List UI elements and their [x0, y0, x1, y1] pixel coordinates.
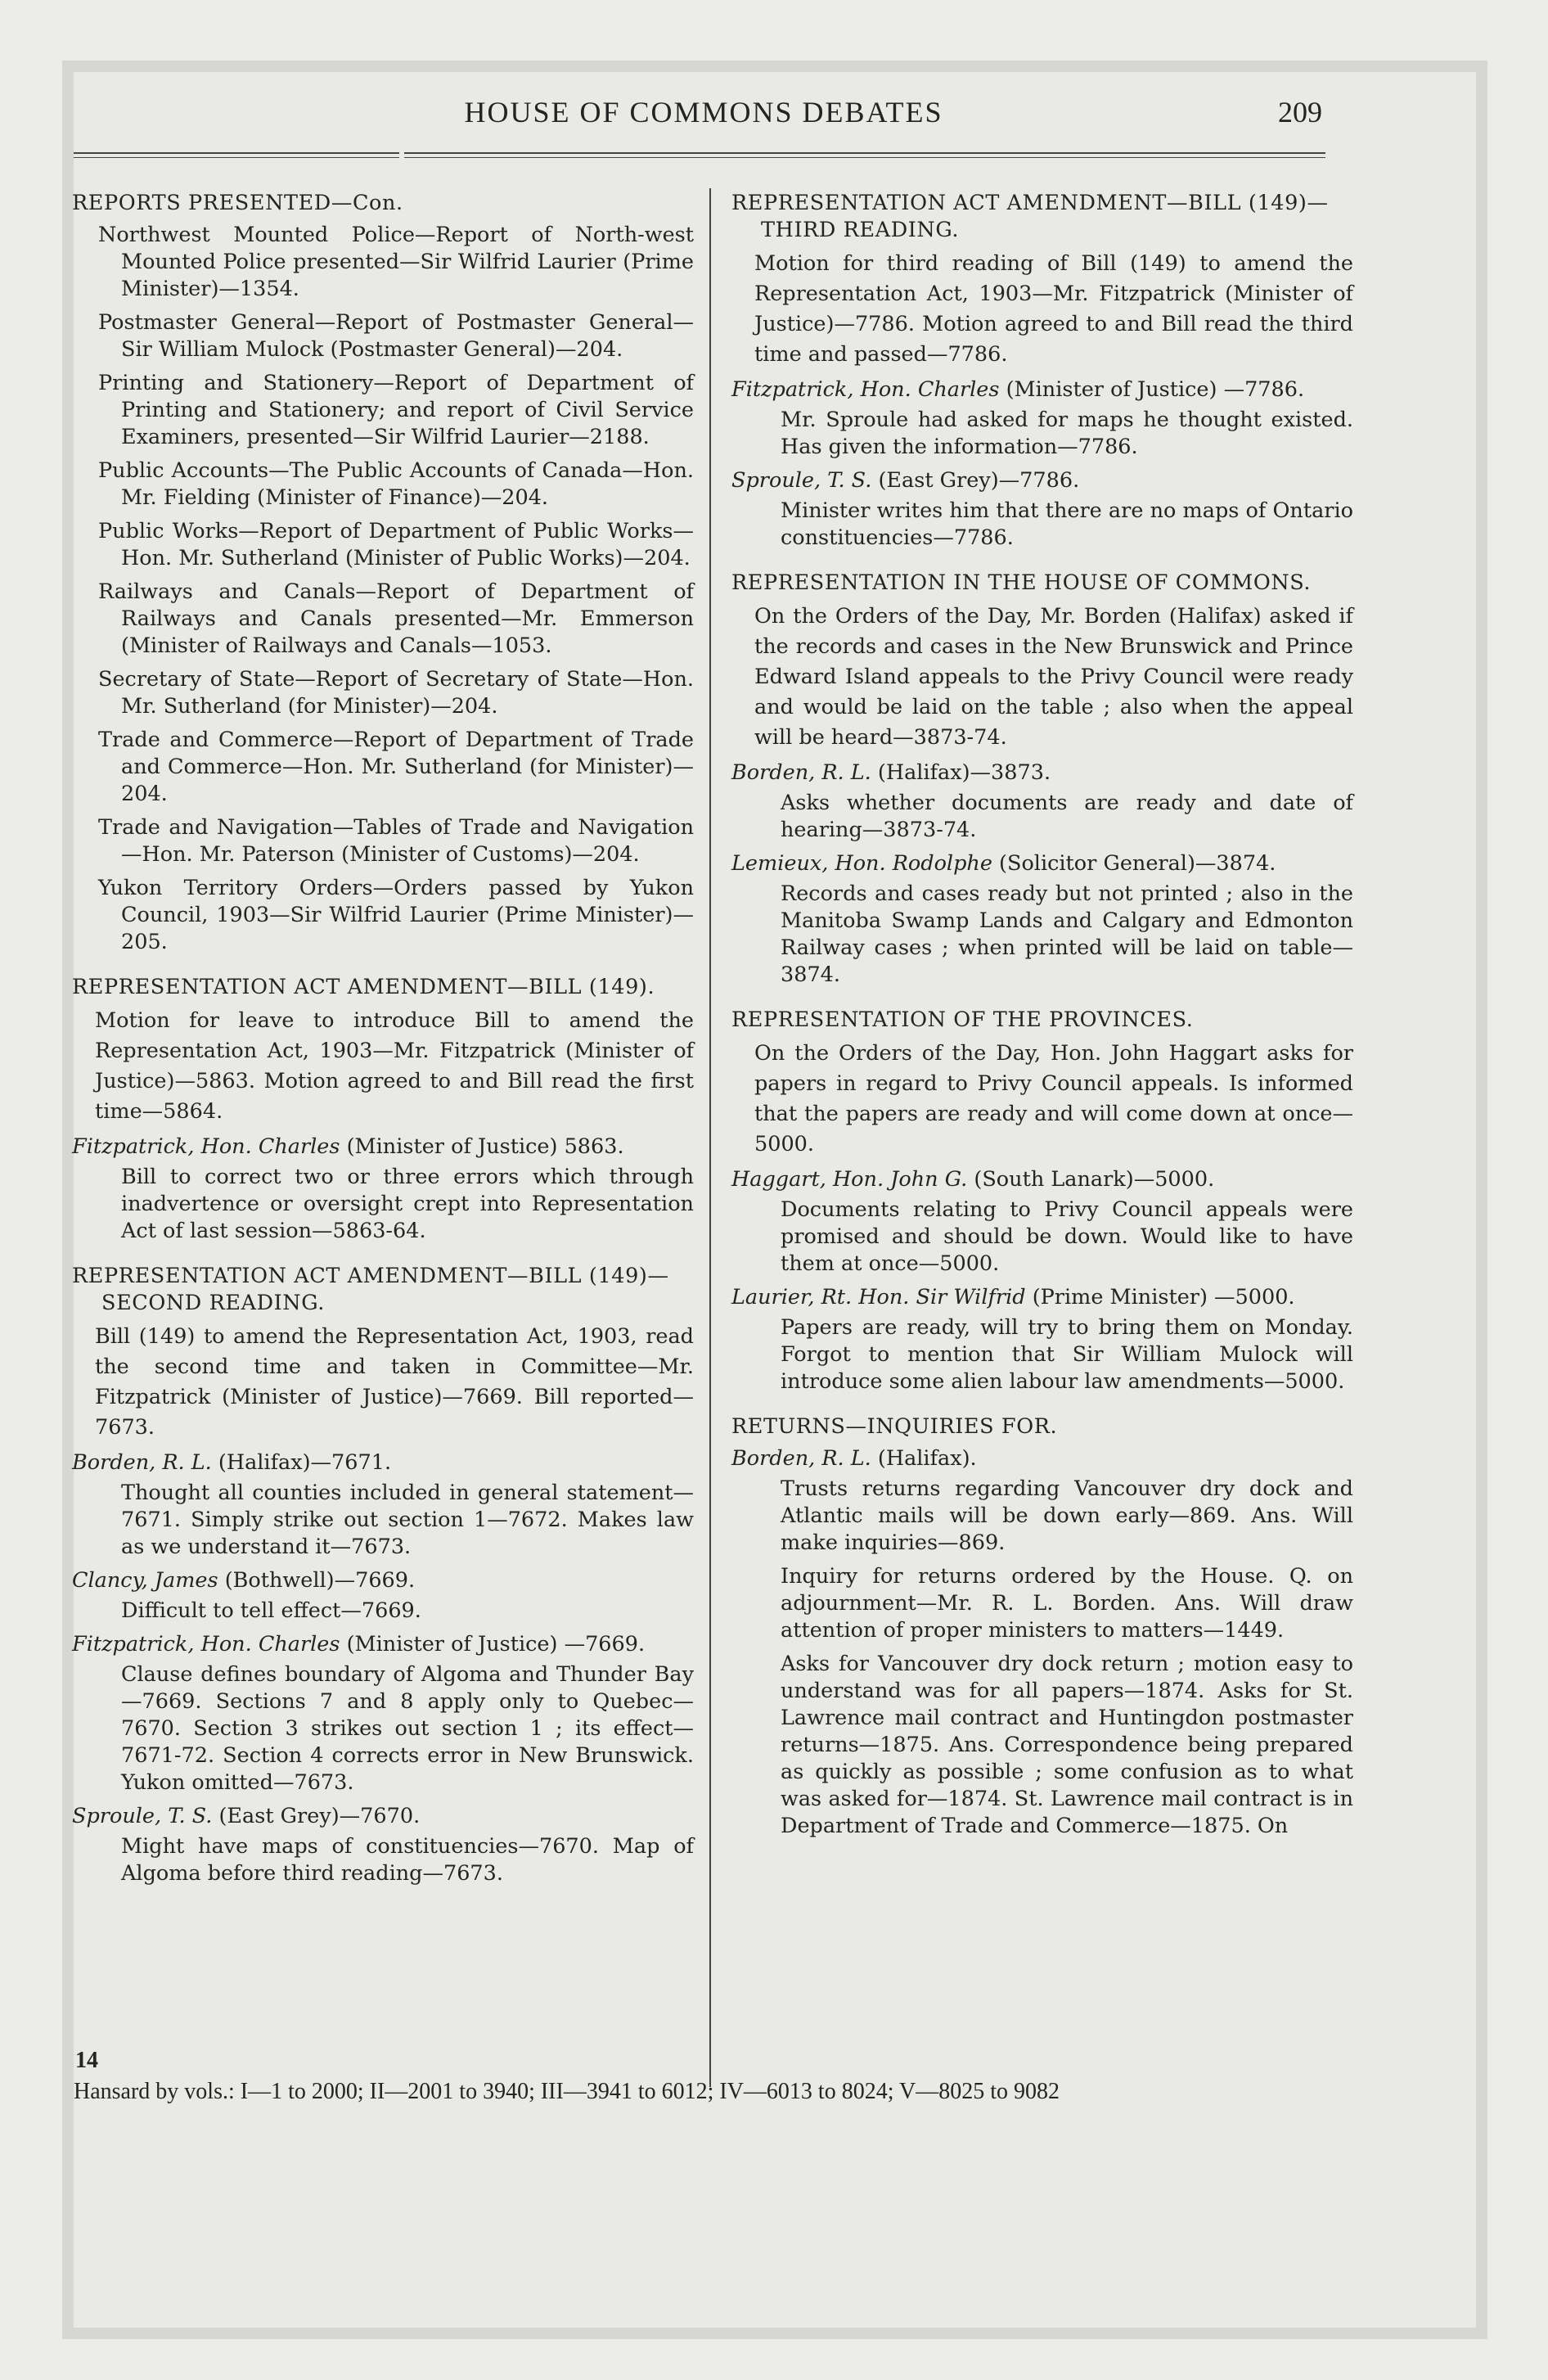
- member-role: (Prime Minister) —5000.: [1032, 1285, 1295, 1309]
- member-name: Borden, R. L.: [731, 1446, 871, 1471]
- member-entry: [731, 760, 1353, 787]
- member-remarks: Mr. Sproule had asked for maps he thought existed. Has given the information—7786.: [781, 408, 1353, 459]
- representation-act-body: Motion for leave to introduce Bill to amend the Representation Act, 1903—Mr. Fitzpatrick (Minister of Justice)—5863. Motion agreed to and Bill read the first time—5864.: [95, 1008, 694, 1124]
- returns-heading: RETURNS—INQUIRIES FOR.: [731, 1414, 1058, 1439]
- member-entry: [72, 1631, 694, 1658]
- report-entry: Railways and Canals—Report of Department of Railways and Canals presented—Mr. Emmerson (Minister of Railways and Canals—1053.: [98, 579, 694, 658]
- return-item: Asks for Vancouver dry dock return ; motion easy to understand was for all papers—1874. Asks for St. Lawrence mail contract and Huntingdon postmaster returns—1875. Ans. Correspondence being prepared as quickly as possible ; some confusion as to what was asked for—1874. St. Lawrence mail contract is in Department of Trade and Commerce—1875. On: [781, 1652, 1353, 1838]
- report-entry: Postmaster General—Report of Postmaster General—Sir William Mulock (Postmaster General)—204.: [98, 310, 694, 362]
- member-name: Sproule, T. S.: [731, 468, 872, 493]
- member-role: (Solicitor General)—3874.: [999, 851, 1276, 876]
- member-name: Lemieux, Hon. Rodolphe: [731, 851, 992, 876]
- hansard-footer: Hansard by vols.: I—1 to 2000; II—2001 to 3940; III—3941 to 6012; IV—6013 to 8024; V—8025 to 9082: [74, 2079, 1060, 2104]
- reports-heading: REPORTS PRESENTED—Con.: [72, 191, 403, 215]
- left-column: [72, 190, 694, 1894]
- house-heading: REPRESENTATION IN THE HOUSE OF COMMONS.: [731, 570, 1312, 595]
- third-reading-body: Motion for third reading of Bill (149) to amend the Representation Act, 1903—Mr. Fitzpatrick (Minister of Justice)—7786. Motion agreed to and Bill read the third time and passed—7786.: [754, 251, 1353, 367]
- member-entry: [731, 850, 1353, 877]
- report-entry: Printing and Stationery—Report of Department of Printing and Stationery; and report of Civil Service Examiners, presented—Sir Wilfrid Laurier—2188.: [98, 371, 694, 449]
- member-role: (Halifax).: [877, 1446, 977, 1471]
- report-entry: Trade and Commerce—Report of Department of Trade and Commerce—Hon. Mr. Sutherland (for Minister)—204.: [98, 728, 694, 806]
- header-rule-left: [74, 152, 399, 158]
- member-remarks: Clause defines boundary of Algoma and Thunder Bay—7669. Sections 7 and 8 apply only to Quebec—7670. Section 3 strikes out section 1 ; its effect—7671-72. Section 4 corrects error in New Brunswick. Yukon omitted—7673.: [121, 1662, 694, 1795]
- member-role: (Bothwell)—7669.: [224, 1568, 416, 1593]
- member-entry: [731, 1445, 1353, 1472]
- third-reading-heading: REPRESENTATION ACT AMENDMENT—BILL (149)—THIRD READING.: [731, 191, 1329, 242]
- second-reading-heading: REPRESENTATION ACT AMENDMENT—BILL (149)—SECOND READING.: [72, 1264, 669, 1315]
- return-item: Trusts returns regarding Vancouver dry dock and Atlantic mails will be down early—869. Ans. Will make inquiries—869.: [781, 1476, 1353, 1555]
- column-divider: [709, 188, 711, 2087]
- house-body: On the Orders of the Day, Mr. Borden (Halifax) asked if the records and cases in the New Brunswick and Prince Edward Island appeals to the Privy Council were ready and would be laid on the table ; also when the appeal will be heard—3873-74.: [754, 604, 1353, 750]
- member-name: Haggart, Hon. John G.: [731, 1167, 968, 1192]
- provinces-body: On the Orders of the Day, Hon. John Haggart asks for papers in regard to Privy Council appeals. Is informed that the papers are ready and will come down at once—5000.: [754, 1041, 1353, 1156]
- member-remarks: Bill to correct two or three errors which through inadvertence or oversight crept into Representation Act of last session—5863-64.: [121, 1165, 694, 1243]
- member-name: Fitzpatrick, Hon. Charles: [72, 1632, 340, 1657]
- member-entry: [72, 1134, 694, 1161]
- member-remarks: Minister writes him that there are no maps of Ontario constituencies—7786.: [781, 498, 1353, 550]
- member-name: Borden, R. L.: [72, 1450, 212, 1475]
- member-name: Fitzpatrick, Hon. Charles: [72, 1134, 340, 1159]
- member-remarks: Asks whether documents are ready and date of hearing—3873-74.: [781, 791, 1353, 842]
- member-entry: [72, 1567, 694, 1594]
- member-remarks: Might have maps of constituencies—7670. Map of Algoma before third reading—7673.: [121, 1834, 694, 1886]
- member-remarks: Difficult to tell effect—7669.: [121, 1598, 421, 1623]
- member-remarks: Thought all counties included in general statement—7671. Simply strike out section 1—7672. Makes law as we understand it—7673.: [121, 1481, 694, 1559]
- report-entry: Northwest Mounted Police—Report of North-west Mounted Police presented—Sir Wilfrid Laurier (Prime Minister)—1354.: [98, 223, 694, 301]
- member-name: Laurier, Rt. Hon. Sir Wilfrid: [731, 1285, 1026, 1309]
- member-role: (East Grey)—7670.: [218, 1804, 421, 1828]
- page-title: HOUSE OF COMMONS DEBATES: [464, 96, 943, 128]
- return-item: Inquiry for returns ordered by the House. Q. on adjournment—Mr. R. L. Borden. Ans. Will draw attention of proper ministers to matters—1449.: [781, 1564, 1353, 1643]
- second-reading-body: Bill (149) to amend the Representation Act, 1903, read the second time and taken in Committee—Mr. Fitzpatrick (Minister of Justice)—7669. Bill reported—7673.: [95, 1324, 694, 1440]
- member-role: (Minister of Justice) —7786.: [1006, 377, 1305, 402]
- report-entry: Secretary of State—Report of Secretary of State—Hon. Mr. Sutherland (for Minister)—204.: [98, 667, 694, 719]
- member-name: Fitzpatrick, Hon. Charles: [731, 377, 1000, 402]
- header-rule-right: [404, 152, 1325, 158]
- member-entry: [731, 1166, 1353, 1193]
- member-name: Borden, R. L.: [731, 760, 871, 785]
- member-remarks: Papers are ready, will try to bring them on Monday. Forgot to mention that Sir William Mulock will introduce some alien labour law amendments—5000.: [781, 1315, 1353, 1394]
- member-name: Clancy, James: [72, 1568, 218, 1593]
- member-role: (Minister of Justice) 5863.: [346, 1134, 624, 1159]
- member-remarks: Records and cases ready but not printed ; also in the Manitoba Swamp Lands and Calgary and Edmonton Railway cases ; when printed will be laid on table—3874.: [781, 881, 1353, 987]
- member-role: (Halifax)—3873.: [877, 760, 1051, 785]
- report-entry: Trade and Navigation—Tables of Trade and Navigation—Hon. Mr. Paterson (Minister of Customs)—204.: [98, 815, 694, 867]
- member-entry: [731, 376, 1353, 403]
- report-entry: Public Accounts—The Public Accounts of Canada—Hon. Mr. Fielding (Minister of Finance)—204.: [98, 458, 694, 510]
- member-entry: [72, 1449, 694, 1476]
- member-role: (South Lanark)—5000.: [974, 1167, 1215, 1192]
- member-entry: [731, 467, 1353, 494]
- member-entry: [731, 1284, 1353, 1311]
- signature-mark: 14: [75, 2048, 98, 2073]
- page-number: 209: [1278, 96, 1322, 128]
- report-entry: Public Works—Report of Department of Public Works—Hon. Mr. Sutherland (Minister of Public Works)—204.: [98, 519, 694, 570]
- member-role: (Minister of Justice) —7669.: [346, 1632, 646, 1657]
- report-entry: Yukon Territory Orders—Orders passed by Yukon Council, 1903—Sir Wilfrid Laurier (Prime Minister)—205.: [98, 876, 694, 954]
- provinces-heading: REPRESENTATION OF THE PROVINCES.: [731, 1007, 1194, 1032]
- member-remarks: Documents relating to Privy Council appeals were promised and should be down. Would like to have them at once—5000.: [781, 1197, 1353, 1276]
- member-entry: [72, 1803, 694, 1830]
- member-role: (East Grey)—7786.: [878, 468, 1080, 493]
- member-role: (Halifax)—7671.: [218, 1450, 392, 1475]
- right-column: [731, 190, 1353, 1846]
- member-name: Sproule, T. S.: [72, 1804, 213, 1828]
- representation-act-heading: REPRESENTATION ACT AMENDMENT—BILL (149).: [72, 975, 655, 999]
